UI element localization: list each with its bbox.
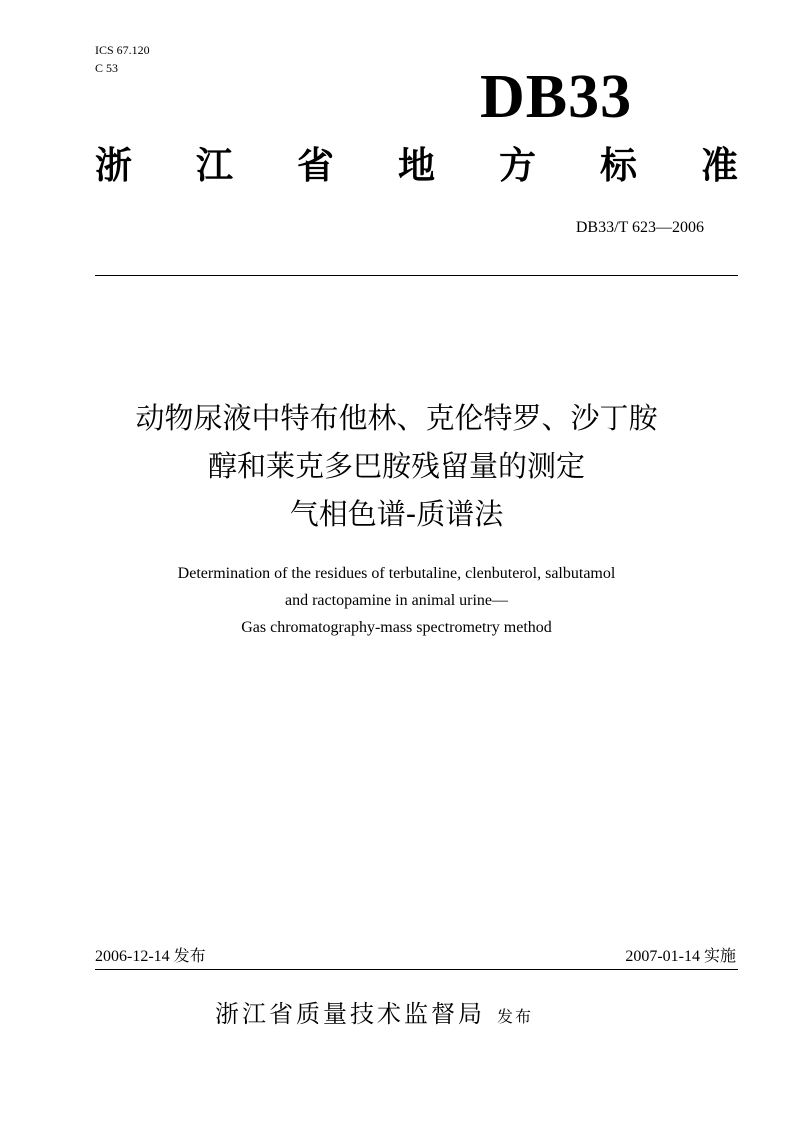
title-char: 省 bbox=[297, 144, 334, 187]
title-char: 江 bbox=[196, 144, 233, 187]
implementation-date: 2007-01-14 实施 bbox=[625, 948, 736, 965]
issuer-name: 浙江省质量技术监督局 bbox=[215, 1000, 485, 1028]
title-char: 浙 bbox=[95, 144, 132, 187]
standard-code: DB33 bbox=[480, 63, 633, 131]
title-char: 标 bbox=[600, 144, 637, 187]
chinese-title-line: 动物尿液中特布他林、克伦特罗、沙丁胺 bbox=[135, 401, 658, 435]
standard-number: DB33/T 623—2006 bbox=[575, 219, 704, 236]
title-char: 地 bbox=[398, 144, 435, 187]
ccs-code: C 53 bbox=[95, 61, 119, 75]
issuing-authority bbox=[215, 996, 533, 1035]
issuer-suffix: 发布 bbox=[497, 1007, 534, 1026]
ics-code: ICS 67.120 bbox=[95, 43, 150, 57]
chinese-title-line: 气相色谱-质谱法 bbox=[289, 497, 504, 531]
english-title-line: Gas chromatography-mass spectrometry method bbox=[241, 619, 552, 636]
title-char: 方 bbox=[499, 144, 536, 187]
issue-date: 2006-12-14 发布 bbox=[95, 948, 206, 965]
chinese-title bbox=[60, 394, 733, 538]
header-divider bbox=[95, 275, 738, 276]
title-char: 准 bbox=[701, 144, 738, 187]
classification-codes bbox=[95, 41, 150, 77]
english-title-line: and ractopamine in animal urine— bbox=[284, 592, 509, 609]
english-title bbox=[60, 560, 733, 641]
chinese-title-line: 醇和莱克多巴胺残留量的测定 bbox=[207, 449, 585, 483]
footer-divider bbox=[95, 969, 738, 970]
english-title-line: Determination of the residues of terbutaline, clenbuterol, salbutamol bbox=[177, 565, 616, 582]
standard-type-title bbox=[95, 144, 738, 188]
